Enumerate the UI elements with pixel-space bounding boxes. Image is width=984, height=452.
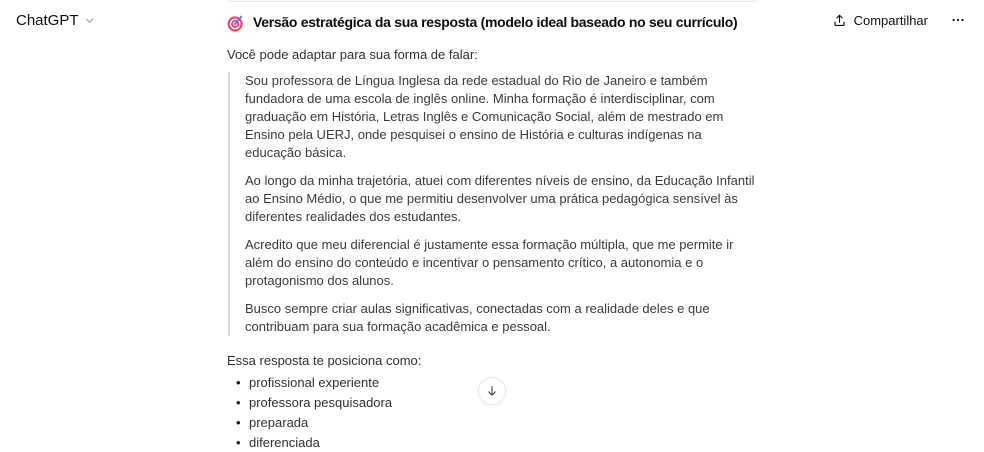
arrow-down-icon bbox=[485, 384, 499, 398]
quoted-answer-block bbox=[228, 72, 757, 336]
ellipsis-icon bbox=[950, 12, 966, 28]
share-button[interactable] bbox=[830, 9, 930, 32]
quote-paragraph: Busco sempre criar aulas significativas, conectadas com a realidade deles e que contribuam para sua formação acadêmica e pessoal. bbox=[245, 301, 710, 334]
list-item: • professora pesquisadora bbox=[227, 394, 757, 412]
chevron-down-icon bbox=[84, 15, 95, 26]
quote-paragraph: Sou professora de Língua Inglesa da rede estadual do Rio de Janeiro e também fundadora de uma escola de inglês online. Minha formação é interdisciplinar, com graduação em História, Letras Inglês e Comunicação Social, além de mestrado em Ensino pela UERJ, onde pesquisei o ensino de História e culturas indígenas na educação básica. bbox=[245, 73, 724, 160]
list-item: • preparada bbox=[227, 414, 757, 432]
scroll-to-bottom-button[interactable] bbox=[478, 377, 506, 405]
quote-paragraph: Acredito que meu diferencial é justamente essa formação múltipla, que me permite ir além do ensino do conteúdo e incentivar o pensamento crítico, a autonomia e o protagonismo dos alunos. bbox=[245, 237, 734, 288]
quote-paragraph: Ao longo da minha trajetória, atuei com diferentes níveis de ensino, da Educação Infantil ao Ensino Médio, o que me permitiu desenvolver uma prática pedagógica sensível às diferentes realidades dos estudantes. bbox=[245, 173, 755, 224]
more-options-button[interactable] bbox=[946, 8, 970, 32]
list-item: • diferenciada bbox=[227, 434, 757, 452]
intro-text: Você pode adaptar para sua forma de falar: bbox=[227, 47, 478, 62]
model-selector[interactable] bbox=[10, 8, 101, 33]
share-button-label: Compartilhar bbox=[853, 12, 928, 28]
list-item: • profissional experiente bbox=[227, 374, 757, 392]
top-header bbox=[0, 0, 984, 40]
model-selector-label: ChatGPT bbox=[16, 11, 79, 29]
positions-intro-text: Essa resposta te posiciona como: bbox=[227, 353, 422, 368]
share-icon bbox=[832, 13, 847, 28]
header-actions bbox=[830, 8, 970, 32]
message-title-text: Versão estratégica da sua resposta (modelo ideal baseado no seu currículo) bbox=[253, 14, 738, 30]
